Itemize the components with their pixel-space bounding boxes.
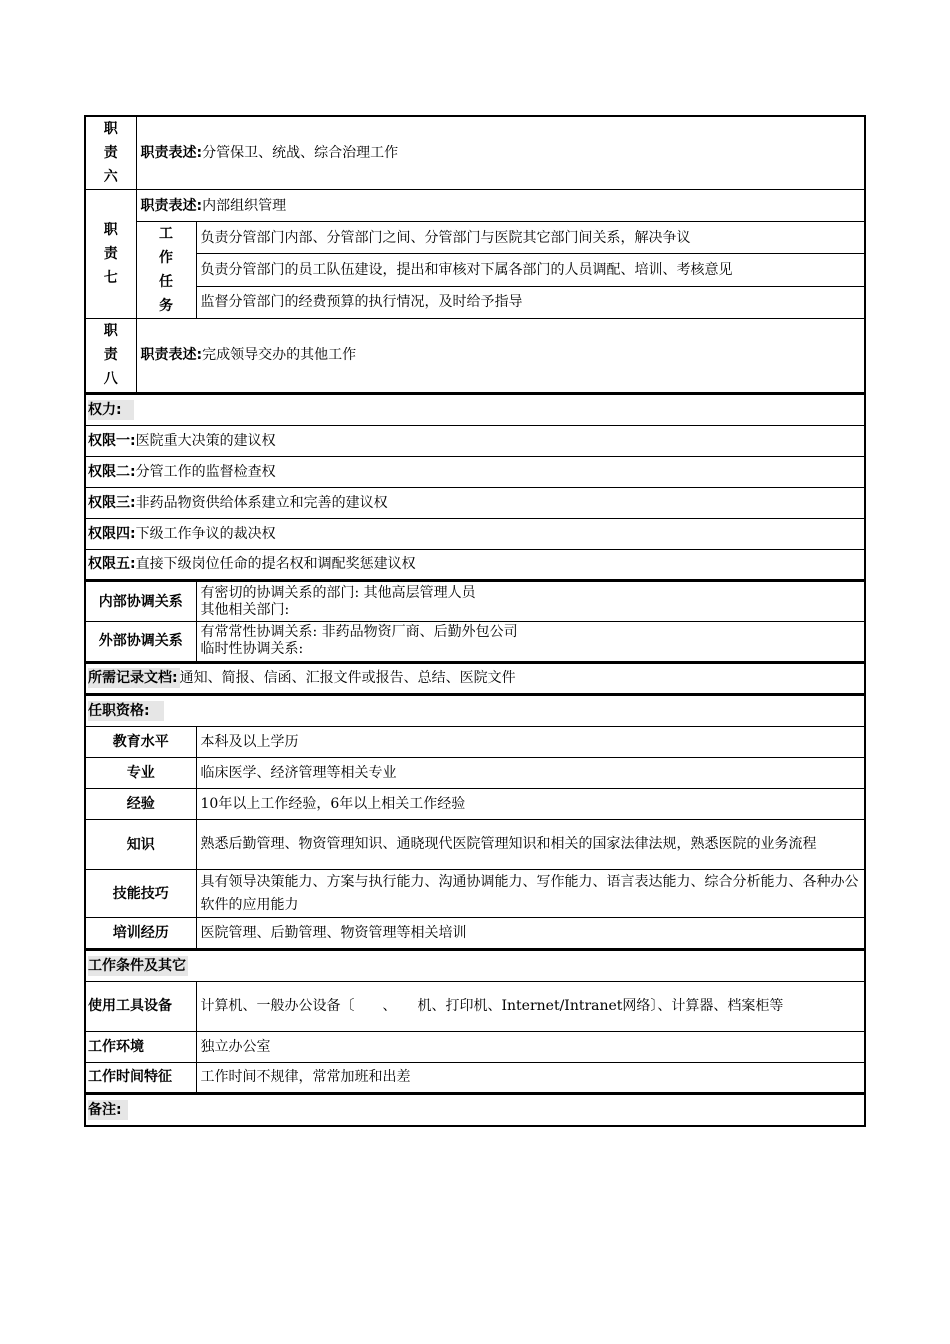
condition-label: 工作环境 bbox=[85, 1031, 196, 1062]
duty6-desc-value: 分管保卫、统战、综合治理工作 bbox=[202, 145, 399, 161]
power-value: 下级工作争议的裁决权 bbox=[135, 525, 276, 542]
job-description-document bbox=[84, 115, 866, 1127]
power-label: 权限一: bbox=[88, 432, 136, 449]
qualification-value: 临床医学、经济管理等相关专业 bbox=[196, 758, 865, 789]
power-value: 分管工作的监督检查权 bbox=[135, 463, 276, 480]
qualification-row bbox=[85, 820, 865, 870]
records-row bbox=[85, 663, 865, 694]
duty6-row bbox=[85, 116, 865, 190]
powers-header bbox=[85, 394, 865, 425]
power-value: 直接下级岗位任命的提名权和调配奖惩建议权 bbox=[135, 556, 416, 573]
records-cell bbox=[85, 663, 865, 694]
qualification-label: 培训经历 bbox=[85, 918, 196, 949]
remarks-row bbox=[85, 1095, 865, 1126]
power-label: 权限二: bbox=[88, 463, 136, 480]
internal-coordination-value bbox=[196, 582, 865, 622]
external-coordination-label: 外部协调关系 bbox=[85, 622, 196, 662]
internal-coordination-label: 内部协调关系 bbox=[85, 582, 196, 622]
duty6-label: 职 责 六 bbox=[85, 116, 136, 190]
conditions-header-row bbox=[85, 950, 865, 981]
qualification-row bbox=[85, 918, 865, 949]
power-row bbox=[85, 549, 865, 580]
power-value: 医院重大决策的建议权 bbox=[135, 432, 276, 449]
condition-row bbox=[85, 981, 865, 1031]
duty6-desc bbox=[136, 116, 865, 190]
power-row bbox=[85, 425, 865, 456]
qualification-value: 具有领导决策能力、方案与执行能力、沟通协调能力、写作能力、语言表达能力、综合分析能力、各种办公软件的应用能力 bbox=[196, 870, 865, 918]
power-row bbox=[85, 487, 865, 518]
qualifications-table bbox=[84, 695, 866, 950]
qualification-label: 技能技巧 bbox=[85, 870, 196, 918]
external-coordination-line: 有常常性协调关系: 非药品物资厂商、后勤外包公司 bbox=[200, 624, 518, 641]
condition-value: 工作时间不规律，常常加班和出差 bbox=[196, 1062, 865, 1093]
qualification-row bbox=[85, 758, 865, 789]
external-coordination-value bbox=[196, 622, 865, 662]
records-label: 所需记录文档: bbox=[88, 670, 178, 687]
remarks-cell bbox=[85, 1095, 865, 1126]
qualification-label: 经验 bbox=[85, 789, 196, 820]
condition-label: 使用工具设备 bbox=[85, 981, 196, 1031]
qualification-row bbox=[85, 727, 865, 758]
powers-header-label: 权力: bbox=[88, 400, 134, 420]
power-label: 权限三: bbox=[88, 494, 136, 511]
qualification-label: 教育水平 bbox=[85, 727, 196, 758]
power-row bbox=[85, 518, 865, 549]
power-row bbox=[85, 456, 865, 487]
qualifications-header-row bbox=[85, 696, 865, 727]
internal-coordination-row bbox=[85, 582, 865, 622]
remarks-label: 备注: bbox=[88, 1100, 128, 1120]
conditions-table bbox=[84, 950, 866, 1095]
remarks-table bbox=[84, 1094, 866, 1127]
duty7-desc-value: 内部组织管理 bbox=[202, 197, 287, 214]
duty7-task-row bbox=[85, 254, 865, 286]
duty7-task-row bbox=[85, 286, 865, 318]
condition-row bbox=[85, 1062, 865, 1093]
conditions-header bbox=[85, 950, 865, 981]
duties-table bbox=[84, 115, 866, 394]
coordination-table bbox=[84, 581, 866, 663]
qualifications-header bbox=[85, 696, 865, 727]
duty8-label: 职 责 八 bbox=[85, 319, 136, 393]
power-item bbox=[85, 456, 865, 487]
power-item bbox=[85, 487, 865, 518]
duty8-row bbox=[85, 319, 865, 393]
duty8-desc bbox=[136, 319, 865, 393]
duty8-desc-label: 职责表述: bbox=[140, 347, 203, 364]
powers-header-row bbox=[85, 394, 865, 425]
power-label: 权限五: bbox=[88, 556, 136, 573]
qualification-value: 10年以上工作经验，6年以上相关工作经验 bbox=[196, 789, 865, 820]
internal-coordination-line: 其他相关部门: bbox=[200, 601, 290, 618]
duty8-desc-value: 完成领导交办的其他工作 bbox=[202, 347, 357, 364]
qualification-row bbox=[85, 789, 865, 820]
duty7-label: 职 责 七 bbox=[85, 190, 136, 319]
duty7-desc bbox=[136, 190, 865, 222]
duty7-task: 负责分管部门的员工队伍建设，提出和审核对下属各部门的人员调配、培训、考核意见 bbox=[196, 254, 865, 286]
qualification-row bbox=[85, 870, 865, 918]
condition-row bbox=[85, 1031, 865, 1062]
qualification-value: 医院管理、后勤管理、物资管理等相关培训 bbox=[196, 918, 865, 949]
qualification-label: 专业 bbox=[85, 758, 196, 789]
condition-value: 计算机、一般办公设备〔 、 机、打印机、Internet/Intranet网络〕、计算器、档案柜等 bbox=[196, 981, 865, 1031]
qualification-value: 本科及以上学历 bbox=[196, 727, 865, 758]
power-value: 非药品物资供给体系建立和完善的建议权 bbox=[135, 494, 388, 511]
power-item bbox=[85, 518, 865, 549]
external-coordination-line: 临时性协调关系: bbox=[200, 641, 304, 658]
condition-label: 工作时间特征 bbox=[85, 1062, 196, 1093]
records-table bbox=[84, 663, 866, 696]
qualification-label: 知识 bbox=[85, 820, 196, 870]
duty7-task: 监督分管部门的经费预算的执行情况，及时给予指导 bbox=[196, 286, 865, 318]
duty7-task-label: 工 作 任 务 bbox=[136, 222, 196, 319]
duty7-desc-label: 职责表述: bbox=[140, 197, 203, 214]
internal-coordination-line: 有密切的协调关系的部门: 其他高层管理人员 bbox=[200, 584, 476, 601]
external-coordination-row bbox=[85, 622, 865, 662]
power-item bbox=[85, 549, 865, 580]
condition-value: 独立办公室 bbox=[196, 1031, 865, 1062]
records-value: 通知、简报、信函、汇报文件或报告、总结、医院文件 bbox=[179, 670, 516, 687]
power-label: 权限四: bbox=[88, 525, 136, 542]
qualification-value: 熟悉后勤管理、物资管理知识、通晓现代医院管理知识和相关的国家法律法规，熟悉医院的业务流程 bbox=[196, 820, 865, 870]
qualifications-header-label: 任职资格: bbox=[88, 701, 164, 721]
power-item bbox=[85, 425, 865, 456]
duty7-task: 负责分管部门内部、分管部门之间、分管部门与医院其它部门间关系，解决争议 bbox=[196, 222, 865, 254]
powers-table bbox=[84, 394, 866, 582]
duty7-desc-row bbox=[85, 190, 865, 222]
duty6-desc-label: 职责表述: bbox=[140, 145, 203, 161]
conditions-header-label: 工作条件及其它 bbox=[88, 957, 186, 974]
duty7-task-row bbox=[85, 222, 865, 254]
